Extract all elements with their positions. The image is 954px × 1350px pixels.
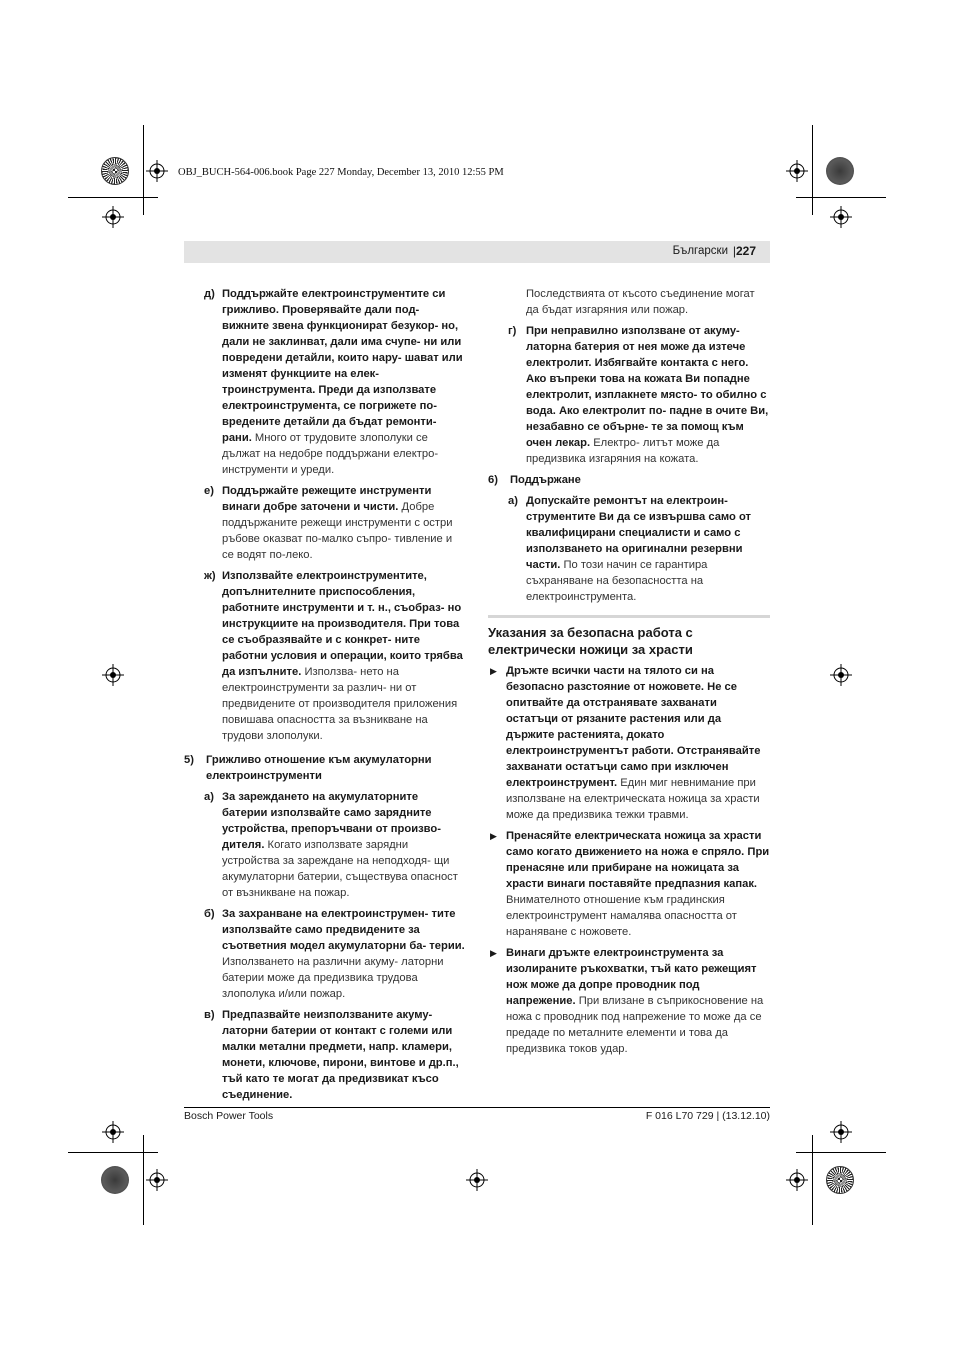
list-item	[184, 286, 466, 478]
item-plain-text: Използването на различни акуму- латорни батерии може да предизвика трудова злополука и/или пожар.	[222, 956, 444, 1000]
item-plain-text: Един миг невнимание при използване на електрическата ножица за храсти може да предизвика тежки травми.	[506, 777, 760, 821]
item-plain-text: Внимателното отношение към градинския електроинструмент намалява опасността от нараняване с ножовете.	[506, 894, 737, 938]
crop-mark	[68, 197, 158, 198]
item-label: г)	[508, 325, 517, 337]
registration-mark-icon	[830, 1121, 852, 1143]
item-bold-text: Поддържайте електроинструментите си грижливо. Проверявайте дали под- вижните звена функционират безукор- но, дали не заклинват, дали има счупе- ни или повредени детайли, които нару- шават или изменят функциите на елек- троинструмента. Преди да използвате електроинструмента, се погрижете по- вредените детайли да бъдат ремонти- рани.	[222, 288, 463, 444]
item-bold-text: Поддържайте режещите инструменти винаги добре заточени и чисти.	[222, 485, 432, 513]
right-column	[488, 286, 770, 1062]
item-bold-text: Използвайте електроинструментите, допълнителните приспособления, работните инструменти и т. н., съобраз- но инструкциите на производителя. При това се съобразявайте и с конкрет- ните работни условия и операции, които трябва да изпълните.	[222, 570, 463, 678]
page-header-bar	[184, 241, 770, 263]
crop-mark	[812, 1135, 813, 1225]
header-separator: |	[732, 244, 736, 258]
list-item	[184, 568, 466, 744]
item-label: 5)	[184, 754, 194, 766]
item-bold-text: За захранване на електроинструмен- тите използвайте само предвидените за съответния модел акумулаторни ба- терии.	[222, 908, 465, 952]
list-item	[184, 906, 466, 1002]
color-wheel-icon	[101, 157, 129, 185]
item-bold-text: Поддържане	[510, 474, 581, 486]
footer-doc-number: F 016 L70 729 | (13.12.10)	[645, 1110, 770, 1122]
bullet-arrow-icon: ▶	[490, 666, 497, 676]
list-item	[488, 323, 770, 467]
crop-mark	[143, 1135, 144, 1225]
footer-brand: Bosch Power Tools	[184, 1110, 274, 1122]
item-label: 6)	[488, 474, 498, 486]
section-item	[184, 752, 466, 784]
item-bold-text: Винаги дръжте електроинструмента за изолираните ръкохватки, тъй като режещият нож може да допре проводник под напрежение.	[506, 947, 757, 1007]
list-item	[184, 1007, 466, 1103]
item-label: а)	[508, 495, 518, 507]
item-plain-text: Когато използвате зарядни устройства за зареждане на неподходя- щи акумулаторни батерии, съществува опасност от възникване на пожар.	[222, 839, 458, 899]
gray-disc-icon	[826, 157, 854, 185]
registration-mark-icon	[786, 160, 808, 182]
header-language: Български	[672, 245, 728, 257]
item-plain-text: Много от трудовите злополуки се дължат на недобре поддържани електро- инструменти и уреди.	[222, 432, 439, 476]
crop-mark	[143, 125, 144, 215]
crop-mark	[796, 1152, 886, 1153]
color-wheel-icon	[826, 1166, 854, 1194]
section-heading: Указания за безопасна работа с електрически ножици за храсти	[488, 615, 770, 658]
registration-mark-icon	[830, 664, 852, 686]
crop-mark	[812, 125, 813, 215]
crop-mark	[796, 197, 886, 198]
section-item	[488, 472, 770, 488]
registration-mark-icon	[102, 206, 124, 228]
bullet-item	[488, 663, 770, 823]
registration-mark-icon	[146, 160, 168, 182]
item-label: ж)	[204, 570, 216, 582]
item-bold-text: Допускайте ремонтът на електроин- струментите Ви да се извършва само от квалифицирани специалисти и само с използването на оригинални резервни части.	[526, 495, 752, 571]
registration-mark-icon	[786, 1169, 808, 1191]
item-label: е)	[204, 485, 214, 497]
item-plain-text: Последствията от късото съединение могат да бъдат изгаряния или пожар.	[526, 288, 755, 316]
bullet-item	[488, 945, 770, 1057]
item-bold-text: Дръжте всички части на тялото си на безопасно разстояние от ножовете. Не се опитвайте да отстранявате захванати остатъци от рязаните растения или да държите растенията, докато електроинструментът работи. Отстранявайте захванати остатъци само при изключен електроинструмент.	[506, 665, 761, 789]
item-bold-text: Предпазвайте неизползваните акуму- латорни батерии от контакт с големи или малки метални предмети, напр. кламери, монети, ключове, пирони, винтове и др.п., тъй като те могат да предизвикат късо съединение.	[222, 1009, 459, 1101]
registration-mark-icon	[466, 1169, 488, 1191]
list-item	[488, 493, 770, 605]
registration-mark-icon	[102, 1121, 124, 1143]
file-info-slug: OBJ_BUCH-564-006.book Page 227 Monday, December 13, 2010 12:55 PM	[178, 167, 504, 178]
footer-rule	[184, 1107, 770, 1108]
item-bold-text: Пренасяйте електрическата ножица за храсти само когато движението на ножа е спряло. При пренасяне или прибиране на ножицата за храсти винаги поставяйте предпазния капак.	[506, 830, 770, 890]
list-item-continuation	[488, 286, 770, 318]
list-item	[184, 789, 466, 901]
item-plain-text: Използва- нето на електроинструменти за различ- ни от предвидените от производителя приложения повишава опасността за възникване на трудови злополуки.	[222, 666, 458, 742]
page-number: 227	[735, 244, 756, 258]
left-column	[184, 286, 466, 1108]
item-plain-text: При влизане в съприкосновение на ножа с проводник под напрежение то може да се предаде по металните елементи и това да предизвика токов удар.	[506, 995, 764, 1055]
bullet-arrow-icon: ▶	[490, 831, 497, 841]
registration-mark-icon	[102, 664, 124, 686]
bullet-item	[488, 828, 770, 940]
item-plain-text: Добре поддържаните режещи инструменти с остри ръбове оказват по-малко съпро- тивление и се водят по-леко.	[222, 501, 453, 561]
list-item	[184, 483, 466, 563]
item-bold-text: За зареждането на акумулаторните батерии използвайте само зарядните устройства, препоръчвани от произво- дителя.	[222, 791, 441, 851]
item-plain-text: По този начин се гарантира съхраняване на безопасността на електроинструмента.	[526, 559, 708, 603]
registration-mark-icon	[146, 1169, 168, 1191]
item-plain-text: Електро- литът може да предизвика изгаряния на кожата.	[526, 437, 720, 465]
item-label: а)	[204, 791, 214, 803]
item-label: д)	[204, 288, 215, 300]
gray-disc-icon	[101, 1166, 129, 1194]
item-label: в)	[204, 1009, 215, 1021]
bullet-arrow-icon: ▶	[490, 948, 497, 958]
crop-mark	[68, 1152, 158, 1153]
item-bold-text: При неправилно използване от акуму- латорна батерия от нея може да изтече електролит. Избягвайте контакта с него. Ако въпреки това на кожата Ви попадне електролит, изплакнете място- то обилно с вода. Ако електролит по- падне в очите Ви, незабавно се обърне- те за помощ към очен лекар.	[526, 325, 769, 449]
item-bold-text: Грижливо отношение към акумулаторни електроинструменти	[206, 754, 432, 782]
registration-mark-icon	[830, 206, 852, 228]
item-label: б)	[204, 908, 215, 920]
